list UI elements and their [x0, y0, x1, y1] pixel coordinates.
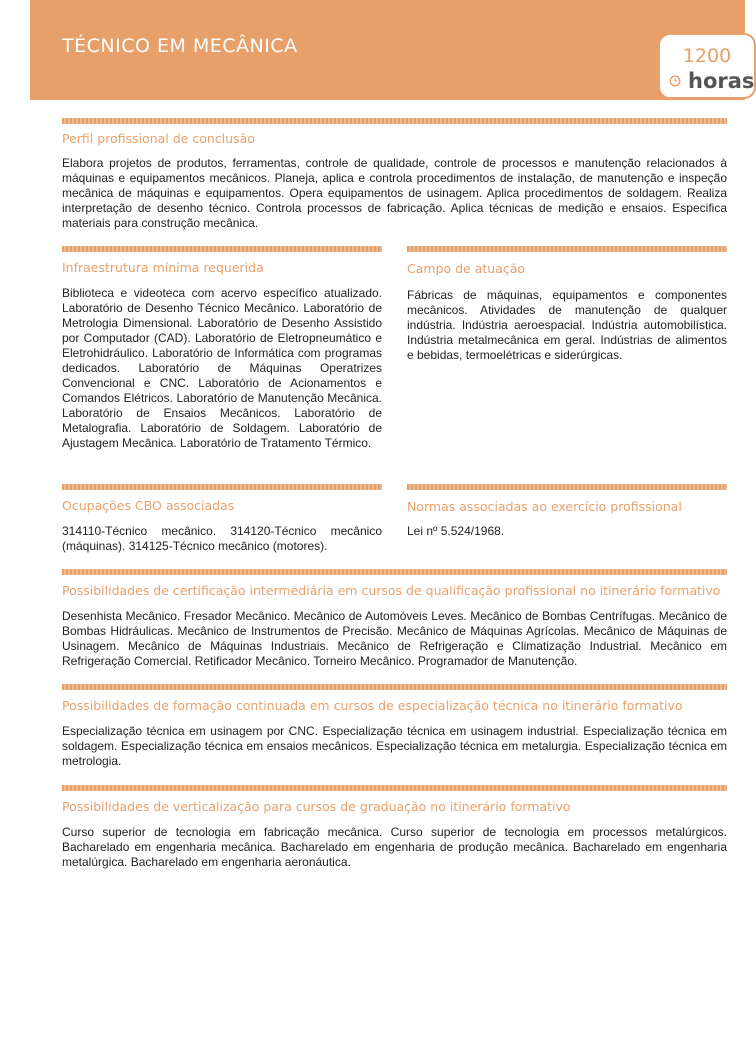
section-title-certificacao: Possibilidades de certificação intermediária em cursos de qualificação profissional no itinerário formativo [62, 583, 721, 598]
section-divider [407, 246, 727, 252]
section-body-perfil: Elabora projetos de produtos, ferramentas, controle de qualidade, controle de processos e manutenção relacionados à máquinas e equipamentos mecânicos. Planeja, aplica e controla procedimentos de instalação, de manutenção e inspeção mecânica de máquinas e equipamentos. Opera equipamentos de usinagem. Aplica procedimentos de soldagem. Realiza interpretação de desenho técnico. Controla processos de fabricação. Aplica técnicas de medição e ensaios. Especifica materiais para construção mecânica. [62, 156, 727, 230]
section-body-ocupacoes: 314110-Técnico mecânico. 314120-Técnico mecânico (máquinas). 314125-Técnico mecânico (motores). [62, 524, 382, 553]
section-title-campo: Campo de atuação [407, 261, 526, 276]
section-title-perfil: Perfil profissional de conclusão [62, 131, 255, 146]
section-title-normas: Normas associadas ao exercício profissional [407, 499, 682, 514]
hours-label: horas [688, 69, 755, 93]
section-divider [62, 684, 727, 690]
section-title-formacao: Possibilidades de formação continuada em cursos de especialização técnica no itinerário formativo [62, 698, 683, 713]
section-body-verticalizacao: Curso superior de tecnologia em fabricação mecânica. Curso superior de tecnologia em processos metalúrgicos. Bacharelado em engenharia mecânica. Bacharelado em engenharia de produção mecânica. Bacharelado em engenharia metalúrgica. Bacharelado em engenharia aeronáutica. [62, 825, 727, 869]
section-body-campo: Fábricas de máquinas, equipamentos e componentes mecânicos. Atividades de manutenção de qualquer indústria. Indústria aeroespacial. Indústria automobilística. Indústria metalmecânica em geral. Indústrias de alimentos e bebidas, termoelétricas e siderúrgicas. [407, 288, 727, 362]
hours-number: 1200 [682, 45, 732, 67]
section-divider [62, 785, 727, 791]
section-divider [62, 484, 382, 490]
section-body-certificacao: Desenhista Mecânico. Fresador Mecânico. Mecânico de Automóveis Leves. Mecânico de Bombas Centrífugas. Mecânico de Bombas Hidráulicas. Mecânico de Instrumentos de Precisão. Mecânico de Máquinas Agrícolas. Mecânico de Máquinas de Usinagem. Mecânico de Máquinas Industriais. Mecânico de Refrigeração e Climatização Industrial. Mecânico em Refrigeração Comercial. Retificador Mecânico. Torneiro Mecânico. Programador de Manutenção. [62, 609, 727, 668]
section-body-normas: Lei nº 5.524/1968. [407, 524, 505, 538]
header-band [30, 0, 755, 100]
page-title: TÉCNICO EM MECÂNICA [62, 35, 298, 57]
hours-badge [658, 33, 756, 99]
section-title-ocupacoes: Ocupações CBO associadas [62, 498, 235, 513]
clock-icon [669, 75, 681, 87]
section-divider [62, 569, 727, 575]
section-divider [62, 118, 727, 124]
section-divider [62, 246, 382, 252]
section-body-infraestrutura: Biblioteca e videoteca com acervo específico atualizado. Laboratório de Desenho Técnico Mecânico. Laboratório de Metrologia Dimensional. Laboratório de Desenho Assistido por Computador (CAD). Laboratório de Eletropneumático e Eletrohidráulico. Laboratório de Informática com programas dedicados. Laboratório de Máquinas Operatrizes Convencional e CNC. Laboratório de Acionamentos e Comandos Elétricos. Laboratório de Manutenção Mecânica. Laboratório de Ensaios Mecânicos. Laboratório de Metalografia. Laboratório de Soldagem. Laboratório de Ajustagem Mecânica. Laboratório de Tratamento Térmico. [62, 286, 382, 450]
section-divider [407, 484, 727, 490]
section-body-formacao: Especialização técnica em usinagem por CNC. Especialização técnica em usinagem industrial. Especialização técnica em soldagem. Especialização técnica em ensaios mecânicos. Especialização técnica em metalurgia. Especialização técnica em metrologia. [62, 724, 727, 768]
section-title-infraestrutura: Infraestrutura mínima requerida [62, 260, 264, 275]
section-title-verticalizacao: Possibilidades de verticalização para cursos de graduação no itinerário formativo [62, 799, 571, 814]
